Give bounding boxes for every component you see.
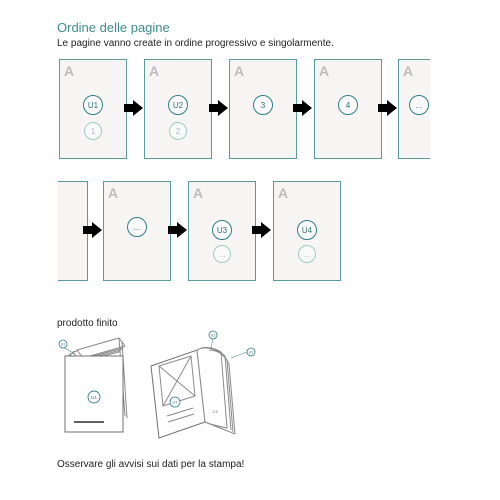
closed-book-cover-tag (88, 391, 100, 403)
page-letter: A (403, 63, 414, 79)
page-letter: A (193, 185, 204, 201)
page-subnumber-circle: ... (213, 245, 231, 263)
arrow-right-icon (293, 100, 312, 116)
print-notice: Osservare gli avvisi sui dati per la stampa! (57, 459, 245, 470)
open-book-spine-numbers: 2 3 (212, 410, 218, 414)
page-card-u2 (144, 59, 212, 159)
page-card-u3 (188, 181, 256, 281)
open-book-bottom-tag (170, 397, 180, 407)
page-letter: A (64, 63, 75, 79)
open-book-bottom-tag-label: U1 (172, 399, 178, 405)
closed-book-cover-tag-label: U1 (91, 395, 97, 400)
page-letter: A (234, 63, 245, 79)
finished-product-illustration (55, 330, 275, 445)
arrow-right-icon (168, 222, 187, 238)
page-card-ellipsis (103, 181, 171, 281)
finished-product-label: prodotto finito (57, 318, 118, 329)
closed-book-drawing (61, 338, 127, 432)
arrow-right-icon (252, 222, 271, 238)
closed-book-top-tag-label: U1 (60, 342, 66, 347)
page-card-continued (398, 59, 430, 159)
open-book-top-tag (209, 331, 217, 339)
open-book-right-tag-label: U1 (248, 350, 254, 355)
page-card-u1 (59, 59, 127, 159)
arrow-right-icon (83, 222, 102, 238)
page-letter: A (278, 185, 289, 201)
page-subtitle: Le pagine vanno create in ordine progressivo e singolarmente. (57, 38, 334, 49)
page-number-circle: U2 (168, 95, 188, 115)
page-number-circle: ... (409, 95, 429, 115)
page-subnumber-circle: 1 (84, 122, 102, 140)
page-letter: A (319, 63, 330, 79)
page-title: Ordine delle pagine (57, 20, 170, 35)
page-number-circle: U4 (297, 220, 317, 240)
page-card-4 (314, 59, 382, 159)
page-number-circle: U3 (212, 220, 232, 240)
arrow-right-icon (124, 100, 143, 116)
arrow-right-icon (209, 100, 228, 116)
page-card-3 (229, 59, 297, 159)
page-letter: A (149, 63, 160, 79)
page-subnumber-circle: 2 (169, 122, 187, 140)
open-book-right-tag (247, 348, 255, 356)
closed-book-top-tag (59, 340, 67, 348)
page-number-circle: 4 (338, 95, 358, 115)
open-book-drawing (151, 338, 247, 438)
page-number-circle: ... (127, 217, 147, 237)
page-letter: A (108, 185, 119, 201)
page-number-circle: U1 (83, 95, 103, 115)
page-subnumber-circle: ... (298, 245, 316, 263)
page-card-u4 (273, 181, 341, 281)
page-number-circle: 3 (253, 95, 273, 115)
open-book-top-tag-label: U1 (210, 333, 216, 338)
arrow-right-icon (378, 100, 397, 116)
